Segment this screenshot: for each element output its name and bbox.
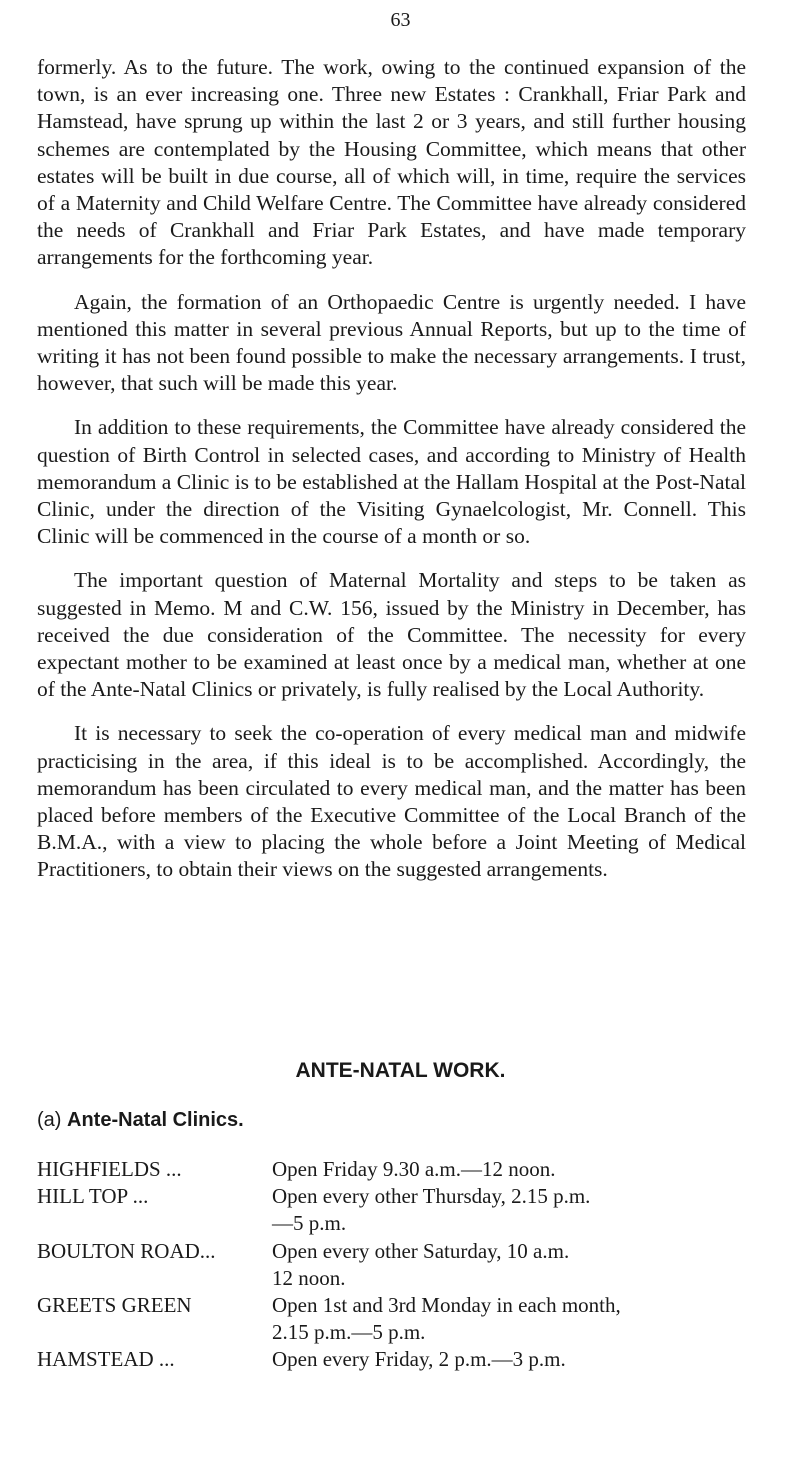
clinic-hours-text: Open every other Thursday, 2.15 p.m. bbox=[272, 1184, 591, 1209]
clinic-hours-continued: 2.15 p.m.—5 p.m. bbox=[272, 1320, 426, 1345]
clinic-hours-continued: 12 noon. bbox=[272, 1265, 346, 1290]
clinic-row bbox=[37, 1238, 745, 1292]
clinic-row bbox=[37, 1292, 745, 1346]
paragraph: formerly. As to the future. The work, owing to the continued expansion of the town, is an ever increasing one. Three new Estates : Crankhall, Friar Park and Hamstead, have sprung up within the last 2 or 3 years, and still further housing schemes are contemplated by the Housing Committee, which means that other estates will be built in due course, all of which will, in time, require the services of a Maternity and Child Welfare Centre. The Committee have already considered the needs of Crankhall and Friar Park Estates, and have made temporary arrangements for the forthcoming year. bbox=[37, 55, 746, 270]
clinic-name: HIGHFIELDS ... bbox=[37, 1157, 182, 1181]
subsection-letter: (a) bbox=[37, 1109, 62, 1131]
clinic-name: GREETS GREEN bbox=[37, 1293, 192, 1318]
paragraph: In addition to these requirements, the Committee have already considered the question of Birth Control in selected cases, and according to Ministry of Health memorandum a Clinic is to be established at the Hallam Hospital at the Post-Natal Clinic, under the direction of the Visiting Gynaelcologist, Mr. Connell. This Clinic will be commenced in the course of a month or so. bbox=[37, 415, 746, 549]
page-number: 63 bbox=[390, 9, 411, 31]
clinic-hours bbox=[272, 1292, 745, 1346]
paragraph: It is necessary to seek the co-operation of every medical man and midwife practicising in the area, if this ideal is to be accomplished. Accordingly, the memorandum has been circulated to every medical man, and the matter has been placed before members of the Executive Committee of the Local Branch of the B.M.A., with a view to placing the whole before a Joint Meeting of Medical Practitioners, to obtain their views on the suggested arrangements. bbox=[37, 721, 746, 882]
clinic-hours bbox=[272, 1346, 745, 1373]
section-heading: ANTE-NATAL WORK. bbox=[295, 1059, 506, 1082]
clinic-row bbox=[37, 1183, 745, 1237]
paragraph: The important question of Maternal Mortality and steps to be taken as suggested in Memo. M and C.W. 156, issued by the Ministry in December, has received the due consideration of the Committee. The necessity for every expectant mother to be examined at least once by a medical man, whether at one of the Ante-Natal Clinics or privately, is fully realised by the Local Authority. bbox=[37, 568, 746, 702]
clinic-name: BOULTON ROAD... bbox=[37, 1238, 216, 1263]
clinic-hours bbox=[272, 1238, 745, 1292]
clinic-row bbox=[37, 1156, 745, 1183]
clinic-name: HAMSTEAD ... bbox=[37, 1347, 175, 1372]
clinic-hours-text: Open Friday 9.30 a.m.—12 noon. bbox=[272, 1157, 556, 1181]
clinic-name: HILL TOP ... bbox=[37, 1184, 149, 1209]
clinic-hours-continued: —5 p.m. bbox=[272, 1211, 347, 1236]
clinic-hours bbox=[272, 1156, 745, 1183]
clinic-hours-text: Open every other Saturday, 10 a.m. bbox=[272, 1238, 570, 1263]
paragraph: Again, the formation of an Orthopaedic Centre is urgently needed. I have mentioned this matter in several previous Annual Reports, but up to the time of writing it has not been found possible to make the necessary arrangements. I trust, however, that such will be made this year. bbox=[37, 289, 746, 396]
subsection-heading bbox=[37, 1109, 244, 1132]
clinic-schedule bbox=[37, 1156, 745, 1374]
subsection-title: Ante-Natal Clinics. bbox=[67, 1109, 244, 1131]
clinic-hours-text: Open 1st and 3rd Monday in each month, bbox=[272, 1293, 621, 1318]
clinic-hours-text: Open every Friday, 2 p.m.—3 p.m. bbox=[272, 1347, 566, 1372]
clinic-row bbox=[37, 1346, 745, 1373]
clinic-hours bbox=[272, 1183, 745, 1237]
body-text bbox=[37, 54, 746, 901]
